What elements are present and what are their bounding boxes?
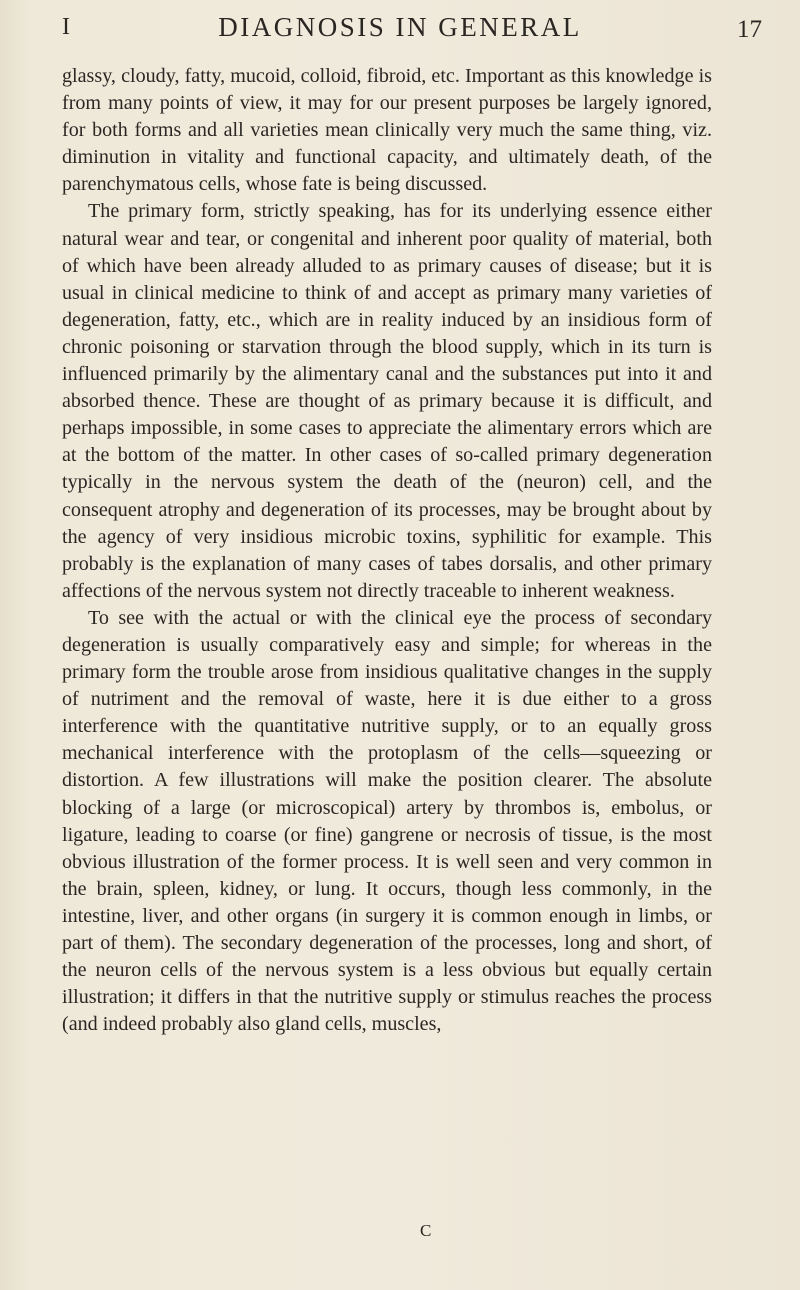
running-title: DIAGNOSIS IN GENERAL bbox=[218, 12, 582, 42]
chapter-number: I bbox=[62, 14, 71, 40]
page-number: 17 bbox=[737, 16, 762, 43]
paragraph: To see with the actual or with the clinical eye the process of secondary degeneration is usually comparatively easy and simple; for whereas in the primary form the trouble arose from insidious qualitative changes in the supply of nutriment and the removal of waste, here it is due either to a gross interference with the quantitative nutritive supply, or to an equally gross mechanical interference with the protoplasm of the cells—squeezing or distortion. A few illustrations will make the position clearer. The absolute blocking of a large (or microscopical) artery by thrombos is, embolus, or ligature, leading to coarse (or fine) gangrene or necrosis of tissue, is the most obvious illustration of the former process. It is well seen and very common in the brain, spleen, kidney, or lung. It occurs, though less commonly, in the intestine, liver, and other organs (in surgery it is common enough in limbs, or part of them). The secondary degeneration of the processes, long and short, of the neuron cells of the nervous system is a less obvious but equally certain illustration; it differs in that the nutritive supply or stimulus reaches the process (and indeed probably also gland cells, muscles, bbox=[62, 606, 712, 1036]
paragraph: The primary form, strictly speaking, has for its underlying essence either natural wear and tear, or congenital and inherent poor quality of material, both of which have been already alluded to as primary causes of disease; but it is usual in clinical medicine to think of and accept as primary many varieties of degeneration, fatty, etc., which are in reality induced by an insidious form of chronic poisoning or starvation through the blood supply, which in its turn is influenced primarily by the alimentary canal and the substances put into it and absorbed thence. These are thought of as primary because it is difficult, and perhaps impossible, in some cases to appreciate the alimentary errors which are at the bottom of the matter. In other cases of so-called primary degeneration typically in the nervous system the death of the (neuron) cell, and the consequent atrophy and degeneration of its processes, may be brought about by the agency of very insidious microbic toxins, syphilitic for example. This probably is the explanation of many cases of tabes dorsalis, and other primary affections of the nervous system not directly traceable to inherent weakness. bbox=[62, 200, 712, 602]
paragraph: glassy, cloudy, fatty, mucoid, colloid, fibroid, etc. Important as this knowledge is from many points of view, it may for our present purposes be largely ignored, for both forms and all varieties mean clinically very much the same thing, viz. diminution in vitality and functional capacity, and ultimately death, of the parenchymatous cells, whose fate is being discussed. bbox=[62, 65, 712, 196]
signature-mark: C bbox=[420, 1221, 432, 1240]
running-header bbox=[0, 6, 800, 52]
body-text bbox=[62, 63, 712, 1038]
